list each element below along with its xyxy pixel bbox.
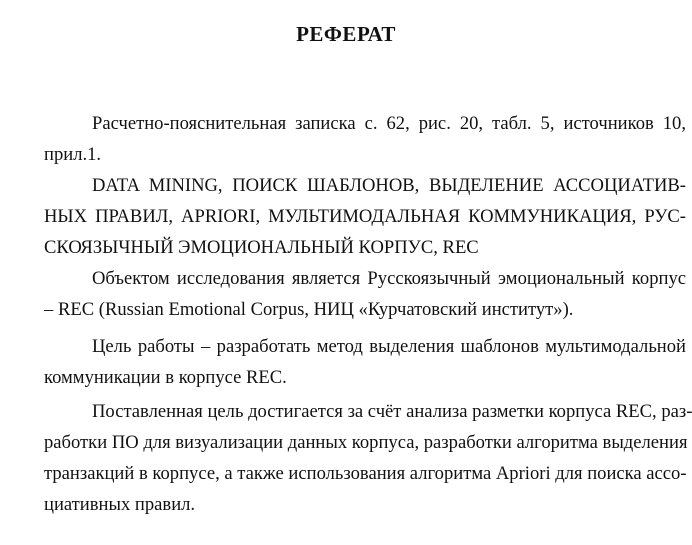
paragraph-5-line-1: Поставленная цель достигается за счёт анализа разметки корпуса REC, раз-: [92, 401, 692, 422]
page-title: РЕФЕРАТ: [296, 22, 396, 46]
paragraph-5-line-3: транзакций в корпусе, а также использования алгоритма Apriori для поиска ассо-: [44, 463, 687, 484]
paragraph-3-line-1: Объектом исследования является Русскоязычный эмоциональный корпус: [92, 268, 686, 289]
paragraph-1-line-1: Расчетно-пояснительная записка с. 62, рис. 20, табл. 5, источников 10,: [92, 113, 686, 134]
keywords-line-2: НЫХ ПРАВИЛ, APRIORI, МУЛЬТИМОДАЛЬНАЯ КОММУНИКАЦИЯ, РУС-: [44, 206, 686, 227]
paragraph-4-line-1: Цель работы – разработать метод выделения шаблонов мультимодальной: [92, 336, 686, 357]
keywords-line-3: СКОЯЗЫЧНЫЙ ЭМОЦИОНАЛЬНЫЙ КОРПУС, REC: [44, 237, 479, 258]
paragraph-4-line-2: коммуникации в корпусе REC.: [44, 367, 287, 388]
keywords-line-1: DATA MINING, ПОИСК ШАБЛОНОВ, ВЫДЕЛЕНИЕ АССОЦИАТИВ-: [92, 175, 686, 196]
paragraph-1-line-2: прил.1.: [44, 144, 102, 165]
paragraph-5-line-4: циативных правил.: [44, 494, 196, 515]
paragraph-5-line-2: работки ПО для визуализации данных корпуса, разработки алгоритма выделения: [44, 432, 688, 453]
paragraph-3-line-2: – REC (Russian Emotional Corpus, НИЦ «Курчатовский институт»).: [44, 299, 574, 320]
